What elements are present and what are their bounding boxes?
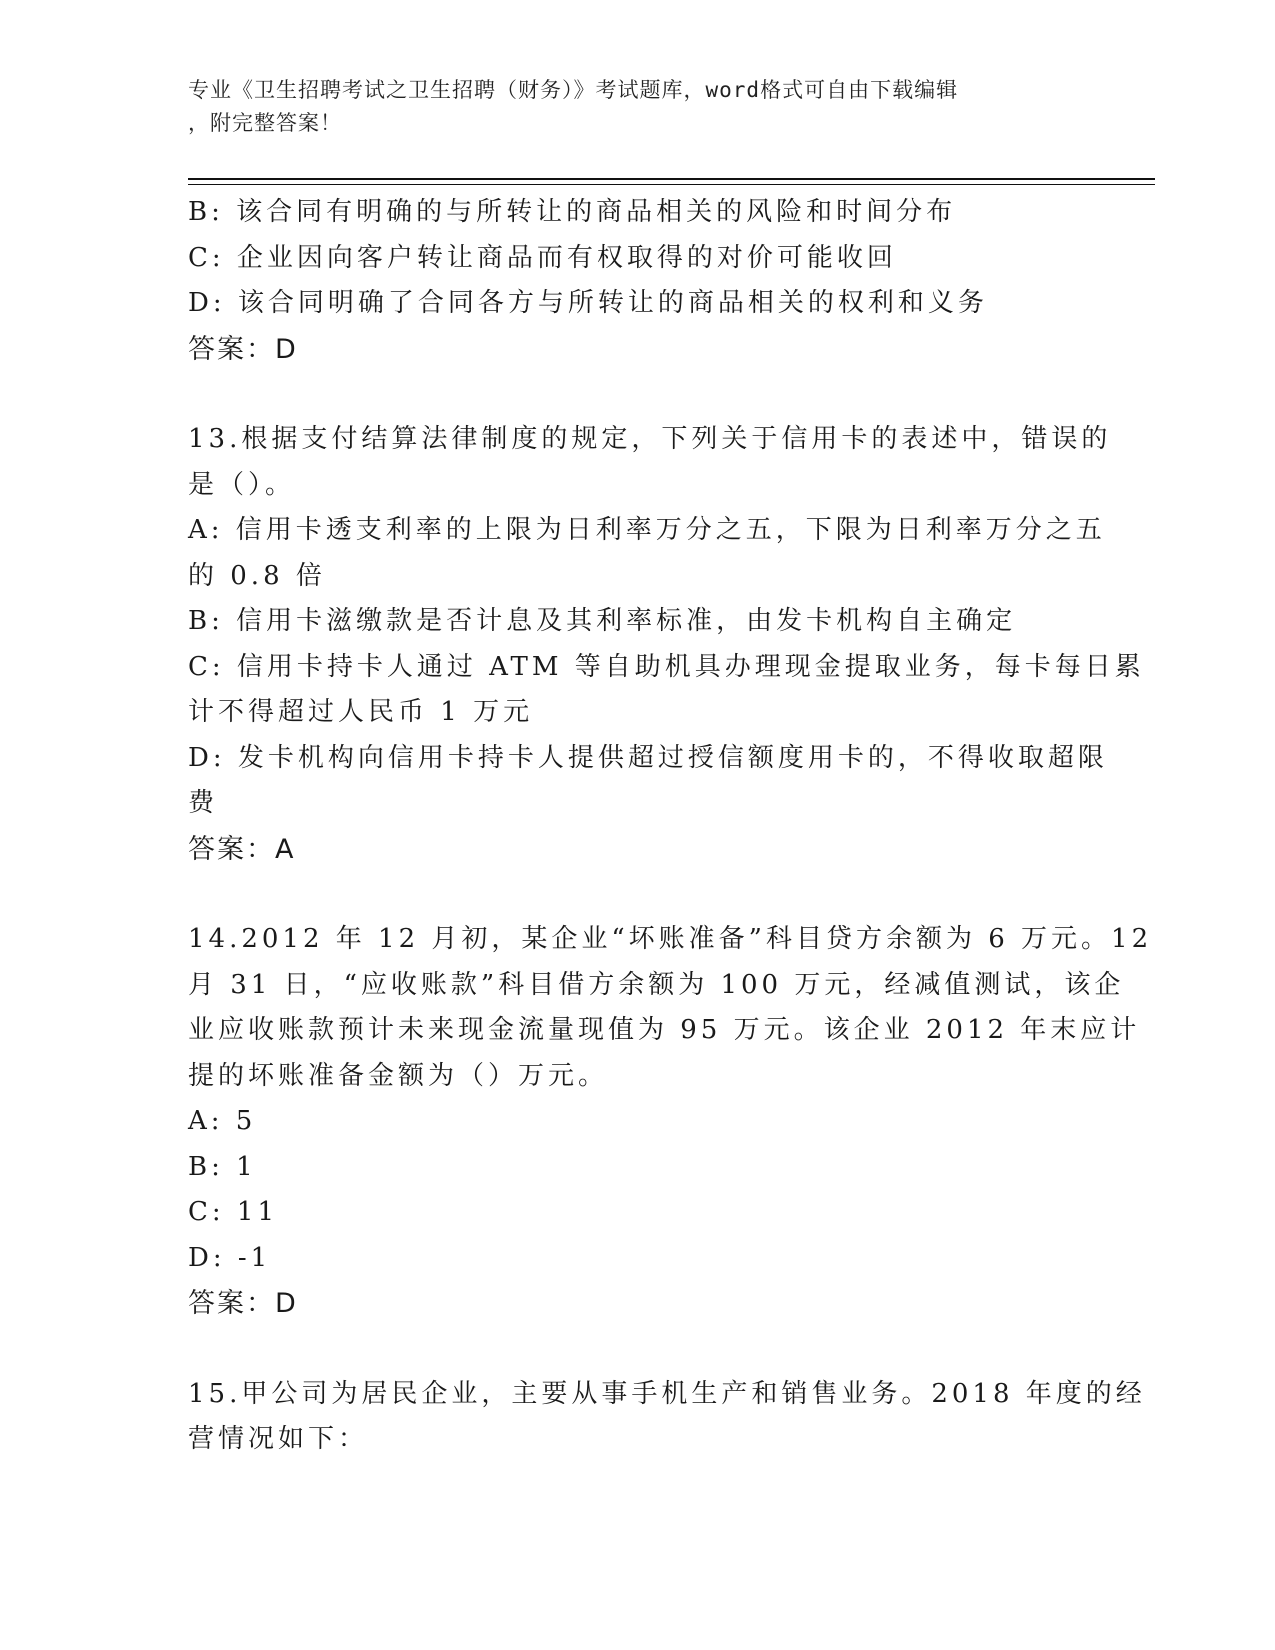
option-d: D: 发卡机构向信用卡持卡人提供超过授信额度用卡的，不得收取超限 <box>188 742 1108 773</box>
question-13 <box>188 417 1145 872</box>
question-stem: 是（）。 <box>188 469 296 500</box>
answer: 答案：D <box>188 333 298 365</box>
option-c: C: 11 <box>188 1197 279 1227</box>
spacer <box>188 872 1088 917</box>
option-b: B: 该合同有明确的与所转让的商品相关的风险和时间分布 <box>188 197 957 227</box>
answer: 答案：D <box>188 1288 298 1319</box>
header-rule-thick <box>188 178 1155 180</box>
header-rule-thin <box>188 184 1155 185</box>
question-stem: 15.甲公司为居民企业，主要从事手机生产和销售业务。2018 年度的经 <box>188 1378 1146 1409</box>
option-a: 的 0.8 倍 <box>188 560 326 591</box>
option-d: 费 <box>188 788 219 818</box>
question-stem: 月 31 日，“应收账款”科目借方余额为 100 万元，经减值测试，该企 <box>188 969 1125 1000</box>
option-a: A: 5 <box>188 1106 257 1136</box>
option-d: D: -1 <box>188 1242 272 1273</box>
header-line-2: ，附完整答案！ <box>188 111 342 135</box>
document-body <box>188 190 1153 1463</box>
option-c: C: 企业因向客户转让商品而有权取得的对价可能收回 <box>188 242 897 273</box>
option-b: B: 信用卡滋缴款是否计息及其利率标准，由发卡机构自主确定 <box>188 606 1017 636</box>
option-d: D: 该合同明确了合同各方与所转让的商品相关的权利和义务 <box>188 288 988 318</box>
option-b: B: 1 <box>188 1151 257 1182</box>
question-12-tail <box>188 190 1088 372</box>
question-stem: 13.根据支付结算法律制度的规定，下列关于信用卡的表述中，错误的 <box>188 424 1112 454</box>
question-14 <box>188 917 1153 1327</box>
document-header <box>188 74 1068 140</box>
question-stem: 14.2012 年 12 月初，某企业“坏账准备”科目贷方余额为 6 万元。12 <box>188 924 1153 954</box>
option-c: C: 信用卡持卡人通过 ATM 等自助机具办理现金提取业务，每卡每日累 <box>188 651 1145 682</box>
question-stem: 营情况如下： <box>188 1424 369 1454</box>
answer: 答案：A <box>188 833 296 865</box>
question-stem: 提的坏账准备金额为（）万元。 <box>188 1060 609 1091</box>
question-stem: 业应收账款预计未来现金流量现值为 95 万元。该企业 2012 年末应计 <box>188 1015 1141 1045</box>
question-15 <box>188 1372 1146 1463</box>
option-c: 计不得超过人民币 1 万元 <box>188 697 534 727</box>
spacer <box>188 372 1088 417</box>
header-line-1: 专业《卫生招聘考试之卫生招聘（财务）》考试题库，word格式可自由下载编辑 <box>188 78 959 102</box>
spacer <box>188 1327 1088 1372</box>
option-a: A: 信用卡透支利率的上限为日利率万分之五，下限为日利率万分之五 <box>188 515 1106 545</box>
